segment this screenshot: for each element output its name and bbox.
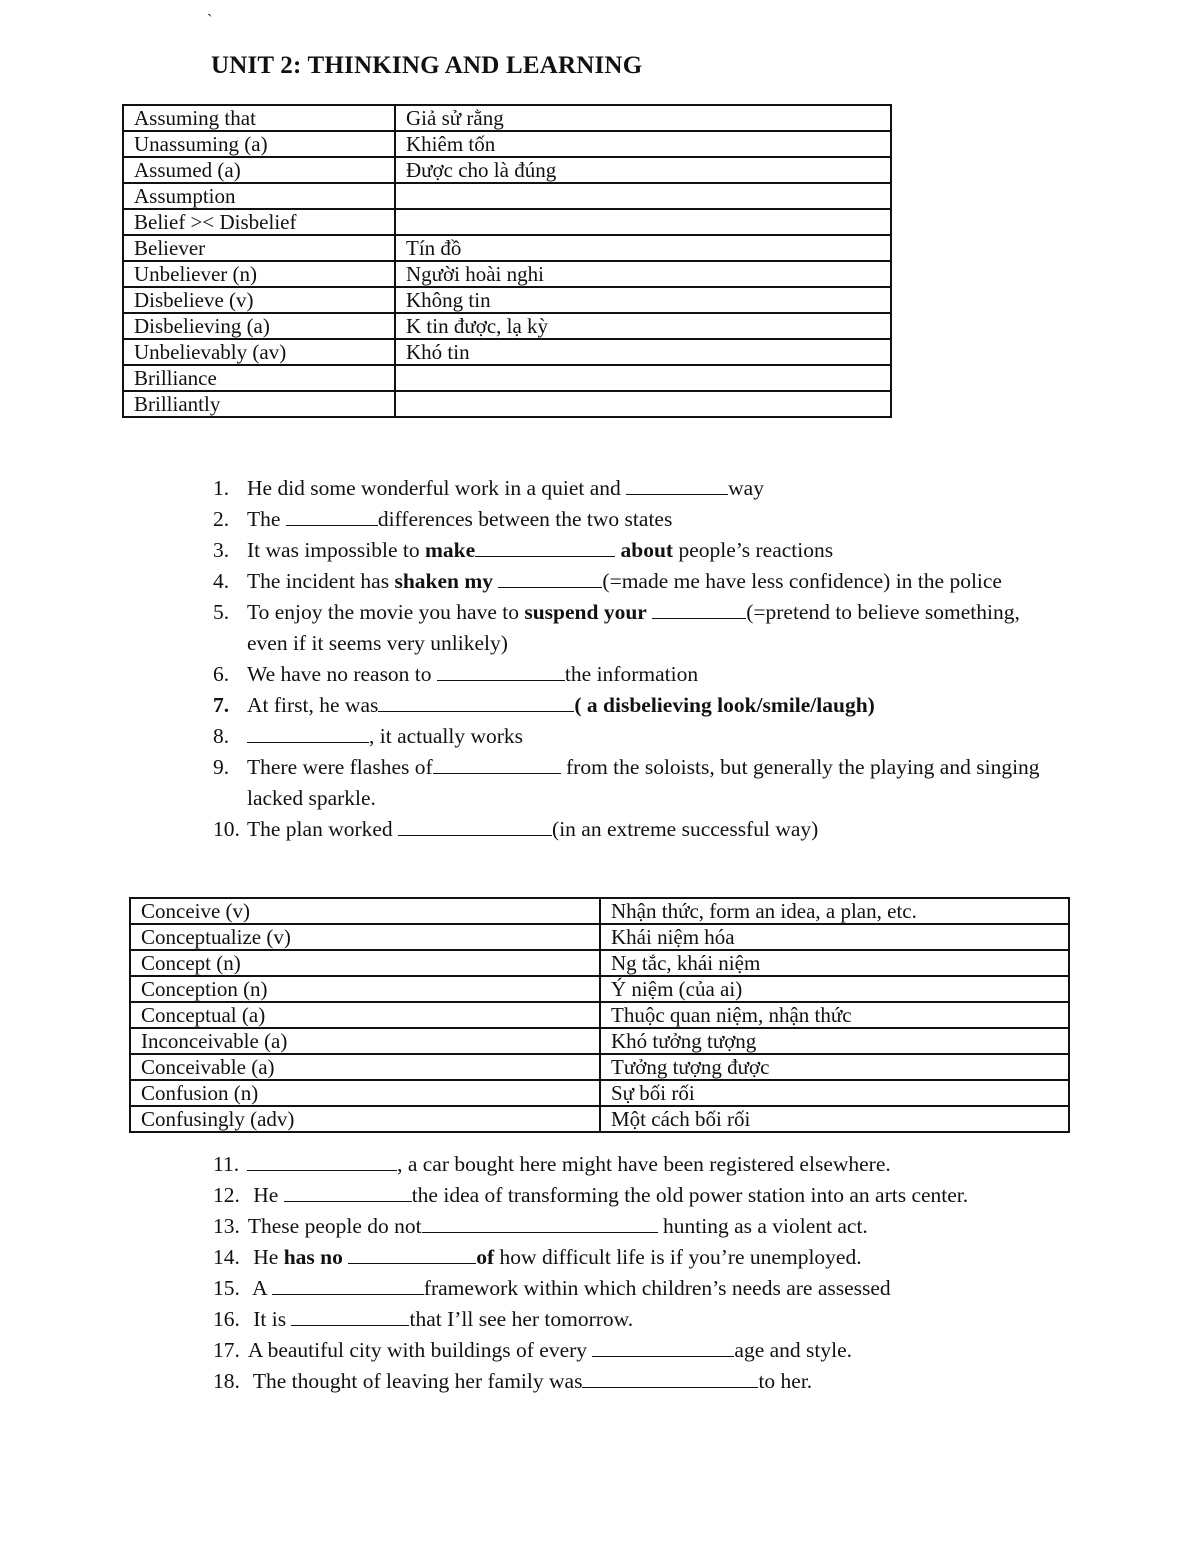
exercise-text: A — [247, 1276, 272, 1300]
vocab-table-conceive — [129, 897, 1070, 1133]
word-cell: Unassuming (a) — [123, 131, 395, 157]
answer-blank[interactable] — [498, 567, 602, 588]
page-title: UNIT 2: THINKING AND LEARNING — [211, 52, 643, 79]
exercise-keyword: ( a disbelieving look/smile/laugh) — [574, 693, 875, 717]
table-row — [130, 1054, 1069, 1080]
table-row — [130, 950, 1069, 976]
answer-blank[interactable] — [582, 1367, 758, 1388]
exercise-number: 6. — [213, 662, 230, 686]
exercise-text: He — [247, 1183, 284, 1207]
meaning-cell: K tin được, lạ kỳ — [395, 313, 891, 339]
table-row — [123, 235, 891, 261]
vocab-table-believe — [122, 104, 892, 418]
meaning-cell: Người hoài nghi — [395, 261, 891, 287]
meaning-cell: Sự bối rối — [600, 1080, 1069, 1106]
answer-blank[interactable] — [592, 1336, 734, 1357]
exercise-keyword: of — [476, 1245, 495, 1269]
word-cell: Inconceivable (a) — [130, 1028, 600, 1054]
word-cell: Conceivable (a) — [130, 1054, 600, 1080]
answer-blank[interactable] — [626, 474, 728, 495]
table-row — [123, 183, 891, 209]
table-row — [130, 1080, 1069, 1106]
exercise-item — [213, 1304, 1073, 1335]
word-cell: Brilliance — [123, 365, 395, 391]
exercise-number: 4. — [213, 569, 230, 593]
exercise-item — [213, 814, 1043, 845]
exercise-text: the information — [564, 662, 699, 686]
word-cell: Assumed (a) — [123, 157, 395, 183]
exercise-item — [213, 1180, 1073, 1211]
exercise-item — [213, 1242, 1073, 1273]
meaning-cell: Khó tưởng tượng — [600, 1028, 1069, 1054]
exercise-item — [213, 504, 1043, 535]
table-row — [130, 1106, 1069, 1132]
exercise-number: 3. — [213, 538, 230, 562]
answer-blank[interactable] — [398, 815, 552, 836]
exercise-text: The plan worked — [247, 817, 399, 841]
meaning-cell: Ng tắc, khái niệm — [600, 950, 1069, 976]
exercise-item — [213, 721, 1043, 752]
table-row — [130, 1002, 1069, 1028]
word-cell: Conception (n) — [130, 976, 600, 1002]
exercise-text: age and style. — [734, 1338, 853, 1362]
exercise-number: 8. — [213, 724, 230, 748]
answer-blank[interactable] — [433, 753, 561, 774]
word-cell: Brilliantly — [123, 391, 395, 417]
exercise-item — [213, 659, 1043, 690]
exercise-number: 9. — [213, 755, 230, 779]
word-cell: Confusingly (adv) — [130, 1106, 600, 1132]
meaning-cell: Khó tin — [395, 339, 891, 365]
meaning-cell: Một cách bối rối — [600, 1106, 1069, 1132]
exercise-item — [213, 535, 1043, 566]
exercise-item — [213, 690, 1043, 721]
exercise-item — [213, 1273, 1073, 1304]
answer-blank[interactable] — [348, 1243, 476, 1264]
table-row — [130, 924, 1069, 950]
table-row — [123, 261, 891, 287]
answer-blank[interactable] — [652, 598, 746, 619]
exercise-number: 2. — [213, 507, 230, 531]
meaning-cell: Thuộc quan niệm, nhận thức — [600, 1002, 1069, 1028]
exercise-keyword: make — [424, 538, 476, 562]
exercise-text: (in an extreme successful way) — [552, 817, 819, 841]
exercise-number: 11. — [213, 1152, 240, 1176]
meaning-cell: Tín đồ — [395, 235, 891, 261]
table-row — [130, 1028, 1069, 1054]
meaning-cell — [395, 365, 891, 391]
exercise-text: the idea of transforming the old power station into an arts center. — [411, 1183, 969, 1207]
exercise-item — [213, 566, 1043, 597]
exercise-item — [213, 1335, 1073, 1366]
meaning-cell: Khiêm tốn — [395, 131, 891, 157]
exercise-text: A beautiful city with buildings of every — [247, 1338, 593, 1362]
word-cell: Belief >< Disbelief — [123, 209, 395, 235]
exercise-number: 13. — [213, 1214, 240, 1238]
exercise-number: 14. — [213, 1245, 240, 1269]
exercise-keyword: shaken my — [394, 569, 494, 593]
exercise-item — [213, 473, 1043, 504]
meaning-cell: Khái niệm hóa — [600, 924, 1069, 950]
exercise-number: 10. — [213, 817, 240, 841]
exercise-text: We have no reason to — [247, 662, 437, 686]
exercise-item — [213, 1211, 1073, 1242]
exercise-text: that I’ll see her tomorrow. — [409, 1307, 634, 1331]
exercise-text: way — [728, 476, 764, 500]
word-cell: Disbelieve (v) — [123, 287, 395, 313]
exercise-text: , it actually works — [369, 724, 524, 748]
exercise-text: It was impossible to — [247, 538, 425, 562]
word-cell: Conceive (v) — [130, 898, 600, 924]
word-cell: Concept (n) — [130, 950, 600, 976]
meaning-cell: Giả sử rằng — [395, 105, 891, 131]
exercise-item — [213, 597, 1043, 659]
table-row — [123, 391, 891, 417]
table-row — [130, 976, 1069, 1002]
exercise-text: The thought of leaving her family was — [247, 1369, 583, 1393]
word-cell: Conceptualize (v) — [130, 924, 600, 950]
answer-blank[interactable] — [247, 1150, 397, 1171]
exercise-text: The — [247, 507, 286, 531]
answer-blank[interactable] — [378, 691, 574, 712]
exercise-item — [213, 1366, 1073, 1397]
exercise-number: 16. — [213, 1307, 240, 1331]
exercise-text: The incident has — [247, 569, 395, 593]
answer-blank[interactable] — [291, 1305, 409, 1326]
exercise-number: 18. — [213, 1369, 240, 1393]
exercise-number: 12. — [213, 1183, 240, 1207]
meaning-cell — [395, 209, 891, 235]
exercise-number: 15. — [213, 1276, 240, 1300]
exercise-number: 1. — [213, 476, 230, 500]
answer-blank[interactable] — [284, 1181, 412, 1202]
table-row — [123, 209, 891, 235]
exercise-number: 5. — [213, 600, 230, 624]
word-cell: Unbelievably (av) — [123, 339, 395, 365]
exercise-text: There were flashes of — [247, 755, 433, 779]
exercise-text: , a car bought here might have been registered elsewhere. — [397, 1152, 891, 1176]
exercise-keyword: suspend your — [524, 600, 647, 624]
exercise-number: 7. — [213, 693, 230, 717]
exercise-text: how difficult life is if you’re unemployed. — [494, 1245, 862, 1269]
meaning-cell: Ý niệm (của ai) — [600, 976, 1069, 1002]
word-cell: Assuming that — [123, 105, 395, 131]
meaning-cell: Tưởng tượng được — [600, 1054, 1069, 1080]
exercise-keyword: about — [615, 538, 674, 562]
answer-blank[interactable] — [272, 1274, 424, 1295]
word-cell: Disbelieving (a) — [123, 313, 395, 339]
exercise-text: (=pretend to believe something, even if it seems very unlikely) — [247, 600, 1020, 655]
meaning-cell: Không tin — [395, 287, 891, 313]
exercise-text: (=made me have less confidence) in the police — [602, 569, 1002, 593]
exercise-text: These people do not — [247, 1214, 422, 1238]
table-row — [123, 365, 891, 391]
exercise-text: He did some wonderful work in a quiet and — [247, 476, 627, 500]
meaning-cell: Được cho là đúng — [395, 157, 891, 183]
word-cell: Believer — [123, 235, 395, 261]
exercise-list-1 — [213, 473, 1043, 845]
table-row — [123, 131, 891, 157]
answer-blank[interactable] — [437, 660, 565, 681]
table-row — [130, 898, 1069, 924]
table-row — [123, 313, 891, 339]
answer-blank[interactable] — [286, 505, 378, 526]
table-row — [123, 105, 891, 131]
exercise-text: hunting as a violent act. — [657, 1214, 868, 1238]
answer-blank[interactable] — [422, 1212, 658, 1233]
exercise-text: It is — [247, 1307, 292, 1331]
stray-mark: ` — [207, 12, 213, 29]
exercise-text: people’s reactions — [673, 538, 834, 562]
word-cell: Confusion (n) — [130, 1080, 600, 1106]
exercise-text: To enjoy the movie you have to — [247, 600, 525, 624]
table-row — [123, 287, 891, 313]
exercise-text: from the soloists, but generally the playing and singing lacked sparkle. — [247, 755, 1040, 810]
exercise-text: differences between the two states — [377, 507, 673, 531]
exercise-list-2 — [213, 1149, 1073, 1397]
exercise-text: He — [247, 1245, 284, 1269]
meaning-cell — [395, 391, 891, 417]
exercise-text: At first, he was — [247, 693, 379, 717]
answer-blank[interactable] — [247, 722, 369, 743]
word-cell: Assumption — [123, 183, 395, 209]
word-cell: Unbeliever (n) — [123, 261, 395, 287]
exercise-item — [213, 752, 1043, 814]
meaning-cell — [395, 183, 891, 209]
answer-blank[interactable] — [475, 536, 615, 557]
table-row — [123, 339, 891, 365]
exercise-text: framework within which children’s needs are assessed — [423, 1276, 891, 1300]
exercise-number: 17. — [213, 1338, 240, 1362]
exercise-text: to her. — [758, 1369, 813, 1393]
word-cell: Conceptual (a) — [130, 1002, 600, 1028]
table-row — [123, 157, 891, 183]
exercise-item — [213, 1149, 1073, 1180]
meaning-cell: Nhận thức, form an idea, a plan, etc. — [600, 898, 1069, 924]
exercise-keyword: has no — [283, 1245, 343, 1269]
